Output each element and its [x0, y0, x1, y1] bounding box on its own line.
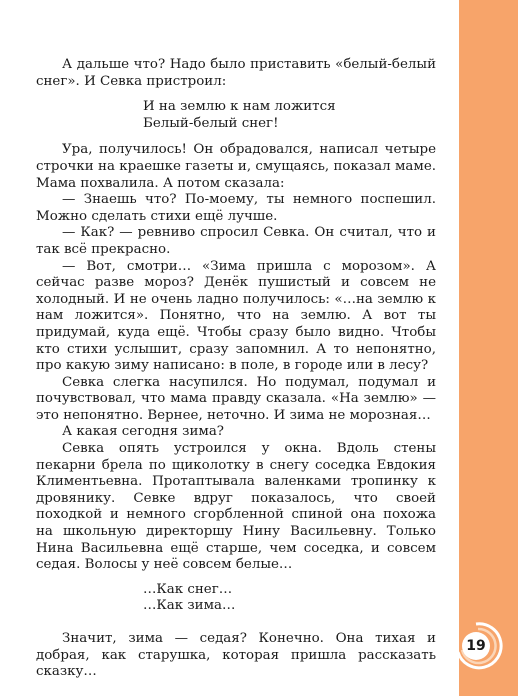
poem-line: …Как снег… [143, 581, 233, 597]
story-text [36, 57, 436, 681]
poem-line: И на землю к нам ложится [143, 99, 336, 115]
paragraph: Ура, получилось! Он обрадовался, написал четыре строчки на краешке газеты и, смущаясь, показал маме. Мама похвалила. А потом сказала: [36, 142, 436, 191]
page-number: 19 [466, 638, 486, 654]
poem-line: Белый-белый снег! [143, 115, 279, 131]
page-side-stripe [459, 0, 518, 696]
paragraph: Значит, зима — седая? Конечно. Она тихая и добрая, как старушка, которая пришла рассказать сказку… [36, 631, 436, 680]
poem-excerpt [36, 582, 436, 615]
paragraph: — Знаешь что? По-моему, ты немного поспешил. Можно сделать стихи ещё лучше. [36, 192, 436, 224]
paragraph: А дальше что? Надо было приставить «белый-белый снег». И Севка пристроил: [36, 57, 436, 89]
paragraph: — Как? — ревниво спросил Севка. Он считал, что и так всё прекрасно. [36, 225, 436, 257]
page-number-badge [450, 616, 510, 676]
poem-line: …Как зима… [143, 598, 236, 614]
paragraph: Севка слегка насупился. Но подумал, подумал и почувствовал, что мама правду сказала. «На землю» — это непонятно. Вернее, неточно. И зима не морозная… [36, 374, 436, 423]
poem-excerpt [36, 99, 436, 132]
paragraph: Севка опять устроился у окна. Вдоль стены пекарни брела по щиколотку в снегу соседка Евдокия Климентьевна. Протаптывала валенками тропинку к дровянику. Севке вдруг показалось, что своей походкой и немного сгорбленной спиной она похожа на школьную директоршу Нину Васильевну. Только Нина Васильевна ещё старше, чем соседка, и совсем седая. Волосы у неё совсем белые… [36, 441, 436, 573]
paragraph: — Вот, смотри… «Зима пришла с морозом». А сейчас разве мороз? Денёк пушистый и совсем не холодный. И не очень ладно получилось: «…на землю к нам ложится». Понятно, что на землю. А вот ты придумай, куда ещё. Чтобы сразу было видно. Чтобы кто стихи услышит, сразу запомнил. А то непонятно, про какую зиму написано: в поле, в городе или в лесу? [36, 258, 436, 374]
paragraph: А какая сегодня зима? [62, 424, 224, 440]
